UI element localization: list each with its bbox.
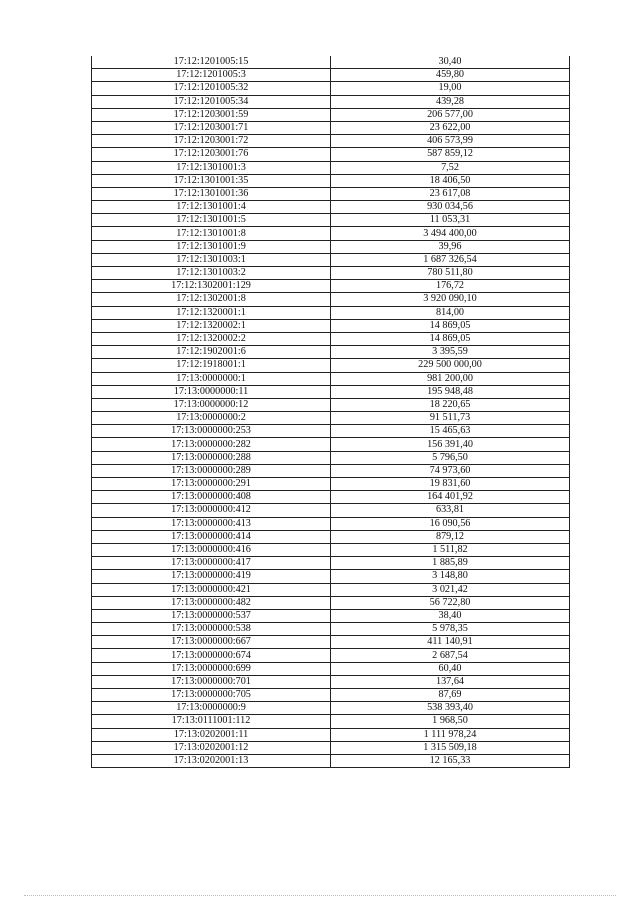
value-cell: 11 053,31: [331, 214, 570, 227]
table-row: [92, 293, 570, 306]
cadastral-number-cell: 17:12:1301001:35: [92, 174, 331, 187]
table-row: [92, 557, 570, 570]
table-row: [92, 240, 570, 253]
value-cell: 15 465,63: [331, 425, 570, 438]
value-cell: 5 978,35: [331, 623, 570, 636]
value-cell: 1 111 978,24: [331, 728, 570, 741]
value-cell: 156 391,40: [331, 438, 570, 451]
cadastral-value-table: [91, 56, 570, 768]
cadastral-number-cell: 17:12:1201005:34: [92, 95, 331, 108]
value-cell: 1 315 509,18: [331, 741, 570, 754]
value-cell: 30,40: [331, 56, 570, 69]
value-cell: 2 687,54: [331, 649, 570, 662]
table-row: [92, 689, 570, 702]
value-cell: 23 617,08: [331, 187, 570, 200]
table-row: [92, 451, 570, 464]
value-cell: 538 393,40: [331, 702, 570, 715]
table-row: [92, 517, 570, 530]
table-row: [92, 636, 570, 649]
value-cell: 3 920 090,10: [331, 293, 570, 306]
cadastral-number-cell: 17:13:0000000:413: [92, 517, 331, 530]
table-row: [92, 412, 570, 425]
cadastral-number-cell: 17:13:0000000:416: [92, 543, 331, 556]
cadastral-number-cell: 17:12:1301001:3: [92, 161, 331, 174]
page-footer-rule: [24, 895, 616, 896]
cadastral-number-cell: 17:13:0000000:482: [92, 596, 331, 609]
value-cell: 12 165,33: [331, 754, 570, 767]
table-row: [92, 464, 570, 477]
value-cell: 23 622,00: [331, 121, 570, 134]
cadastral-number-cell: 17:13:0000000:538: [92, 623, 331, 636]
table-row: [92, 201, 570, 214]
table-row: [92, 135, 570, 148]
table-row: [92, 267, 570, 280]
value-cell: 87,69: [331, 689, 570, 702]
table-row: [92, 253, 570, 266]
cadastral-number-cell: 17:13:0000000:253: [92, 425, 331, 438]
value-cell: 16 090,56: [331, 517, 570, 530]
table-row: [92, 319, 570, 332]
cadastral-number-cell: 17:13:0111001:112: [92, 715, 331, 728]
value-cell: 587 859,12: [331, 148, 570, 161]
table-row: [92, 543, 570, 556]
value-cell: 411 140,91: [331, 636, 570, 649]
cadastral-number-cell: 17:12:1301003:2: [92, 267, 331, 280]
value-cell: 3 494 400,00: [331, 227, 570, 240]
cadastral-number-cell: 17:12:1302001:129: [92, 280, 331, 293]
value-cell: 7,52: [331, 161, 570, 174]
value-cell: 19 831,60: [331, 478, 570, 491]
cadastral-number-cell: 17:13:0000000:699: [92, 662, 331, 675]
cadastral-number-cell: 17:13:0202001:13: [92, 754, 331, 767]
table-row: [92, 161, 570, 174]
cadastral-number-cell: 17:13:0000000:2: [92, 412, 331, 425]
cadastral-number-cell: 17:13:0000000:289: [92, 464, 331, 477]
value-cell: 1 885,89: [331, 557, 570, 570]
cadastral-number-cell: 17:13:0000000:9: [92, 702, 331, 715]
table-row: [92, 438, 570, 451]
table-row: [92, 491, 570, 504]
table-row: [92, 332, 570, 345]
value-cell: 176,72: [331, 280, 570, 293]
table-row: [92, 148, 570, 161]
cadastral-number-cell: 17:13:0000000:408: [92, 491, 331, 504]
cadastral-number-cell: 17:12:1302001:8: [92, 293, 331, 306]
cadastral-number-cell: 17:12:1203001:59: [92, 108, 331, 121]
cadastral-number-cell: 17:13:0000000:537: [92, 609, 331, 622]
table-row: [92, 754, 570, 767]
value-cell: 74 973,60: [331, 464, 570, 477]
cadastral-number-cell: 17:13:0000000:417: [92, 557, 331, 570]
table-row: [92, 570, 570, 583]
table-row: [92, 227, 570, 240]
cadastral-number-cell: 17:12:1320001:1: [92, 306, 331, 319]
value-cell: 780 511,80: [331, 267, 570, 280]
table-row: [92, 108, 570, 121]
table-row: [92, 69, 570, 82]
cadastral-number-cell: 17:13:0000000:667: [92, 636, 331, 649]
table-row: [92, 82, 570, 95]
cadastral-number-cell: 17:12:1201005:15: [92, 56, 331, 69]
table-row: [92, 359, 570, 372]
value-cell: 39,96: [331, 240, 570, 253]
cadastral-number-cell: 17:12:1320002:2: [92, 332, 331, 345]
table-row: [92, 372, 570, 385]
table-row: [92, 675, 570, 688]
cadastral-number-cell: 17:13:0000000:674: [92, 649, 331, 662]
cadastral-number-cell: 17:13:0202001:12: [92, 741, 331, 754]
value-cell: 60,40: [331, 662, 570, 675]
cadastral-number-cell: 17:13:0000000:12: [92, 398, 331, 411]
value-cell: 5 796,50: [331, 451, 570, 464]
value-cell: 56 722,80: [331, 596, 570, 609]
value-cell: 18 406,50: [331, 174, 570, 187]
table-row: [92, 596, 570, 609]
cadastral-number-cell: 17:13:0000000:421: [92, 583, 331, 596]
table-row: [92, 741, 570, 754]
table-row: [92, 306, 570, 319]
value-cell: 439,28: [331, 95, 570, 108]
cadastral-number-cell: 17:13:0000000:414: [92, 530, 331, 543]
table-row: [92, 649, 570, 662]
cadastral-number-cell: 17:12:1301001:36: [92, 187, 331, 200]
table-row: [92, 609, 570, 622]
cadastral-number-cell: 17:13:0000000:412: [92, 504, 331, 517]
table-body: [92, 56, 570, 768]
value-cell: 633,81: [331, 504, 570, 517]
value-cell: 137,64: [331, 675, 570, 688]
value-cell: 1 687 326,54: [331, 253, 570, 266]
value-cell: 195 948,48: [331, 385, 570, 398]
table-row: [92, 478, 570, 491]
cadastral-number-cell: 17:12:1201005:3: [92, 69, 331, 82]
cadastral-number-cell: 17:12:1320002:1: [92, 319, 331, 332]
value-cell: 1 968,50: [331, 715, 570, 728]
cadastral-number-cell: 17:13:0000000:419: [92, 570, 331, 583]
table-row: [92, 504, 570, 517]
value-cell: 38,40: [331, 609, 570, 622]
value-cell: 406 573,99: [331, 135, 570, 148]
table-row: [92, 702, 570, 715]
table-row: [92, 121, 570, 134]
value-cell: 814,00: [331, 306, 570, 319]
table-row: [92, 95, 570, 108]
cadastral-number-cell: 17:12:1301001:5: [92, 214, 331, 227]
value-cell: 14 869,05: [331, 319, 570, 332]
cadastral-number-cell: 17:13:0000000:1: [92, 372, 331, 385]
cadastral-number-cell: 17:12:1301001:4: [92, 201, 331, 214]
value-cell: 14 869,05: [331, 332, 570, 345]
cadastral-number-cell: 17:13:0000000:11: [92, 385, 331, 398]
cadastral-number-cell: 17:12:1918001:1: [92, 359, 331, 372]
table-row: [92, 623, 570, 636]
table-row: [92, 280, 570, 293]
table-row: [92, 583, 570, 596]
value-cell: 3 021,42: [331, 583, 570, 596]
table-row: [92, 187, 570, 200]
table-row: [92, 715, 570, 728]
cadastral-number-cell: 17:13:0000000:288: [92, 451, 331, 464]
cadastral-number-cell: 17:12:1902001:6: [92, 346, 331, 359]
value-cell: 1 511,82: [331, 543, 570, 556]
value-cell: 3 395,59: [331, 346, 570, 359]
value-cell: 164 401,92: [331, 491, 570, 504]
cadastral-number-cell: 17:12:1201005:32: [92, 82, 331, 95]
table-row: [92, 398, 570, 411]
cadastral-number-cell: 17:12:1301001:9: [92, 240, 331, 253]
value-cell: 459,80: [331, 69, 570, 82]
value-cell: 19,00: [331, 82, 570, 95]
value-cell: 981 200,00: [331, 372, 570, 385]
value-cell: 229 500 000,00: [331, 359, 570, 372]
value-cell: 3 148,80: [331, 570, 570, 583]
table-row: [92, 214, 570, 227]
cadastral-number-cell: 17:13:0202001:11: [92, 728, 331, 741]
table-row: [92, 174, 570, 187]
table-row: [92, 346, 570, 359]
table-row: [92, 425, 570, 438]
table-row: [92, 662, 570, 675]
cadastral-number-cell: 17:12:1301001:8: [92, 227, 331, 240]
table-row: [92, 56, 570, 69]
cadastral-number-cell: 17:13:0000000:701: [92, 675, 331, 688]
value-cell: 206 577,00: [331, 108, 570, 121]
cadastral-number-cell: 17:13:0000000:282: [92, 438, 331, 451]
table-row: [92, 728, 570, 741]
table-row: [92, 530, 570, 543]
cadastral-number-cell: 17:12:1203001:72: [92, 135, 331, 148]
cadastral-number-cell: 17:12:1203001:71: [92, 121, 331, 134]
cadastral-number-cell: 17:12:1301003:1: [92, 253, 331, 266]
cadastral-number-cell: 17:13:0000000:705: [92, 689, 331, 702]
value-cell: 91 511,73: [331, 412, 570, 425]
value-cell: 930 034,56: [331, 201, 570, 214]
table-row: [92, 385, 570, 398]
cadastral-number-cell: 17:13:0000000:291: [92, 478, 331, 491]
value-cell: 18 220,65: [331, 398, 570, 411]
value-cell: 879,12: [331, 530, 570, 543]
cadastral-number-cell: 17:12:1203001:76: [92, 148, 331, 161]
